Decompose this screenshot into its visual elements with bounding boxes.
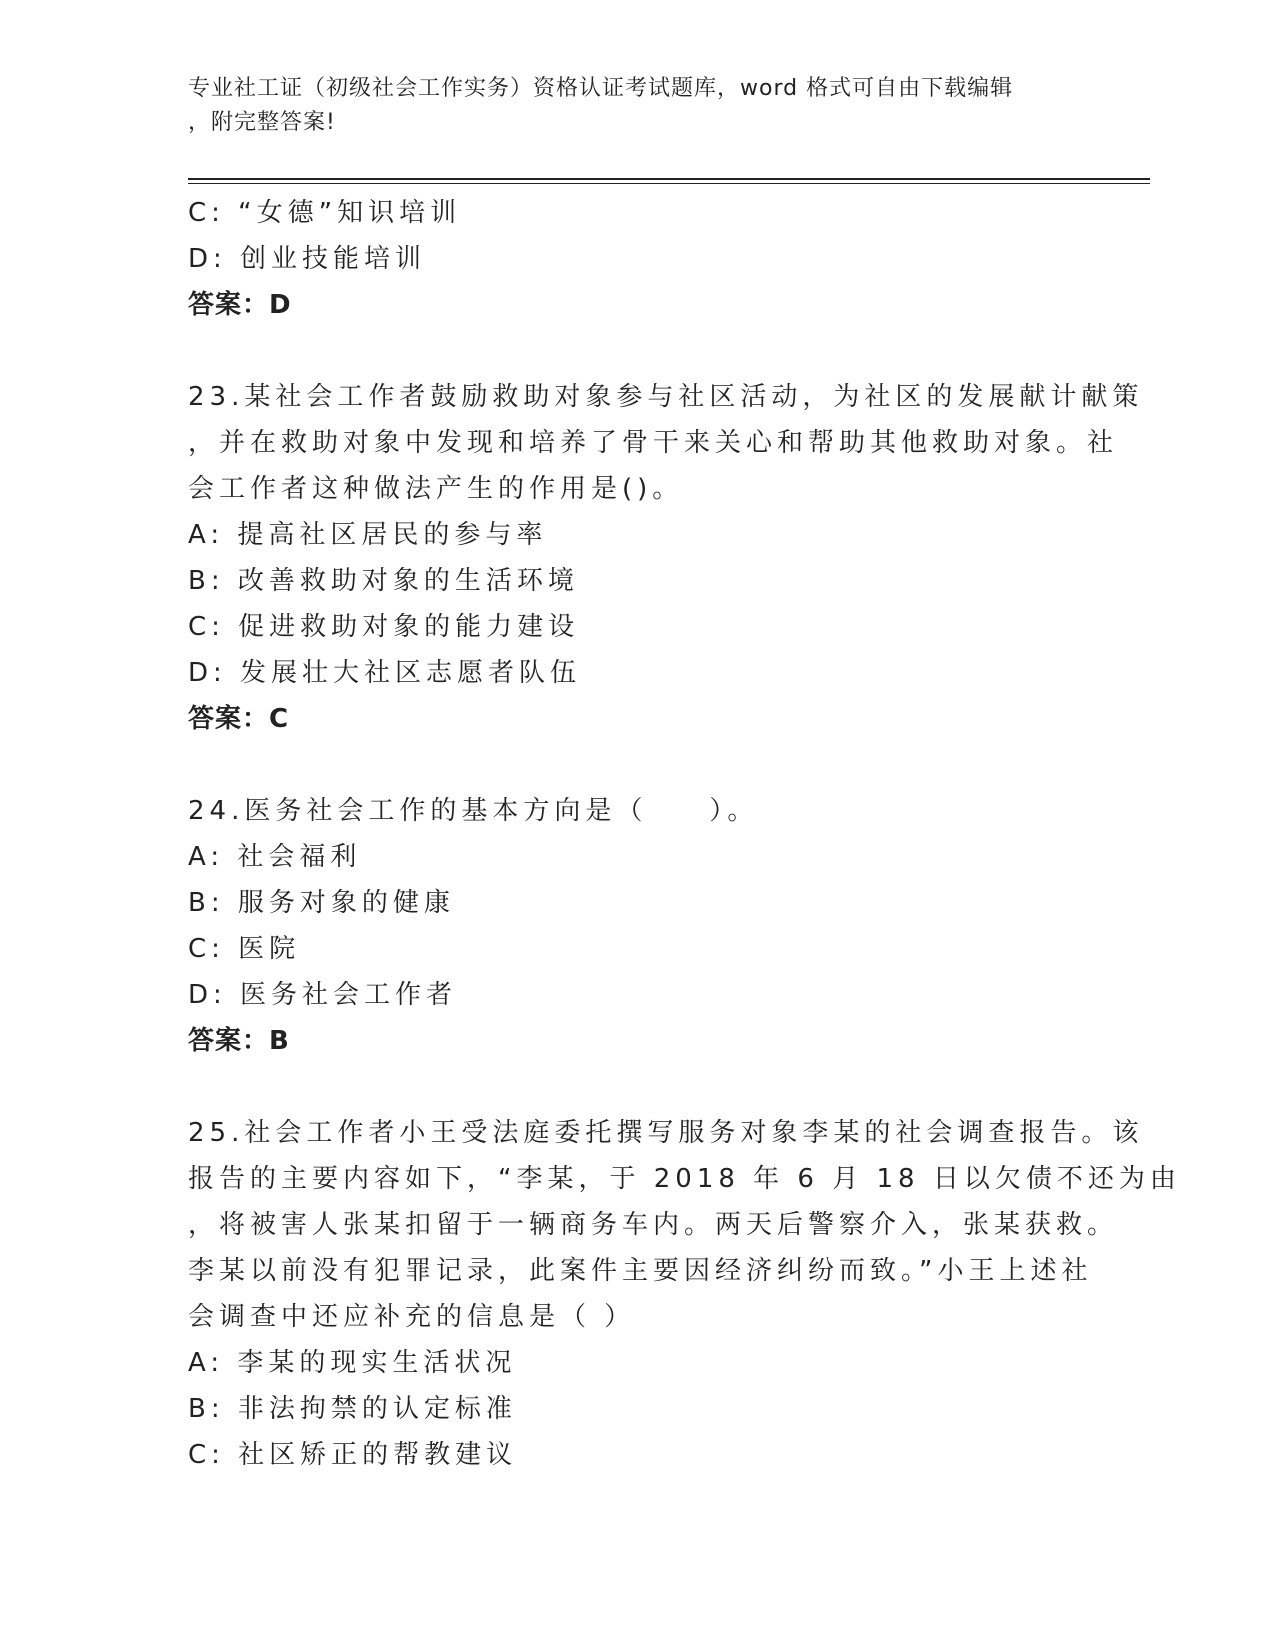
- option-a: A: 社会福利: [188, 842, 362, 872]
- question-stem-line: ，将被害人张某扣留于一辆商务车内。两天后警察介入，张某获救。: [188, 1210, 1119, 1240]
- question-stem-line: 会调查中还应补充的信息是（ ）: [188, 1302, 636, 1332]
- option-b: B: 非法拘禁的认定标准: [188, 1394, 517, 1424]
- prev-question-tail: [188, 190, 1088, 328]
- question-stem-line: 23.某社会工作者鼓励救助对象参与社区活动，为社区的发展献计献策: [188, 382, 1144, 412]
- question-23: [188, 374, 1144, 742]
- option-d: D: 创业技能培训: [188, 244, 427, 274]
- question-25: [188, 1110, 1181, 1478]
- header-rule-thin: [188, 183, 1150, 184]
- option-c: C: 医院: [188, 934, 301, 964]
- question-24: [188, 788, 1088, 1064]
- header-line-2: ，附完整答案!: [188, 110, 336, 135]
- answer-label: 答案：C: [188, 704, 290, 734]
- header-line-1: 专业社工证（初级社会工作实务）资格认证考试题库，word 格式可自由下载编辑: [188, 76, 1014, 101]
- question-list: [188, 190, 1181, 1478]
- question-stem-line: 会工作者这种做法产生的作用是()。: [188, 474, 684, 504]
- option-d: D: 医务社会工作者: [188, 980, 458, 1010]
- question-stem-line: 24.医务社会工作的基本方向是（ ）。: [188, 796, 759, 826]
- option-c: C: 社区矫正的帮教建议: [188, 1440, 518, 1470]
- option-d: D: 发展壮大社区志愿者队伍: [188, 658, 582, 688]
- option-a: A: 提高社区居民的参与率: [188, 520, 548, 550]
- question-stem-line: ，并在救助对象中发现和培养了骨干来关心和帮助其他救助对象。社: [188, 428, 1119, 458]
- answer-label: 答案：D: [188, 290, 292, 320]
- answer-label: 答案：B: [188, 1026, 290, 1056]
- question-stem-line: 李某以前没有犯罪记录，此案件主要因经济纠纷而致。”小王上述社: [188, 1256, 1093, 1286]
- option-b: B: 服务对象的健康: [188, 888, 455, 918]
- document-header: [188, 72, 1068, 140]
- option-c: C: 促进救助对象的能力建设: [188, 612, 580, 642]
- option-c: C: “女德”知识培训: [188, 198, 462, 228]
- option-a: A: 李某的现实生活状况: [188, 1348, 517, 1378]
- option-b: B: 改善救助对象的生活环境: [188, 566, 579, 596]
- header-rule-thick: [188, 178, 1150, 180]
- question-stem-line: 25.社会工作者小王受法庭委托撰写服务对象李某的社会调查报告。该: [188, 1118, 1144, 1148]
- question-stem-line: 报告的主要内容如下，“李某，于 2018 年 6 月 18 日以欠债不还为由: [188, 1164, 1181, 1194]
